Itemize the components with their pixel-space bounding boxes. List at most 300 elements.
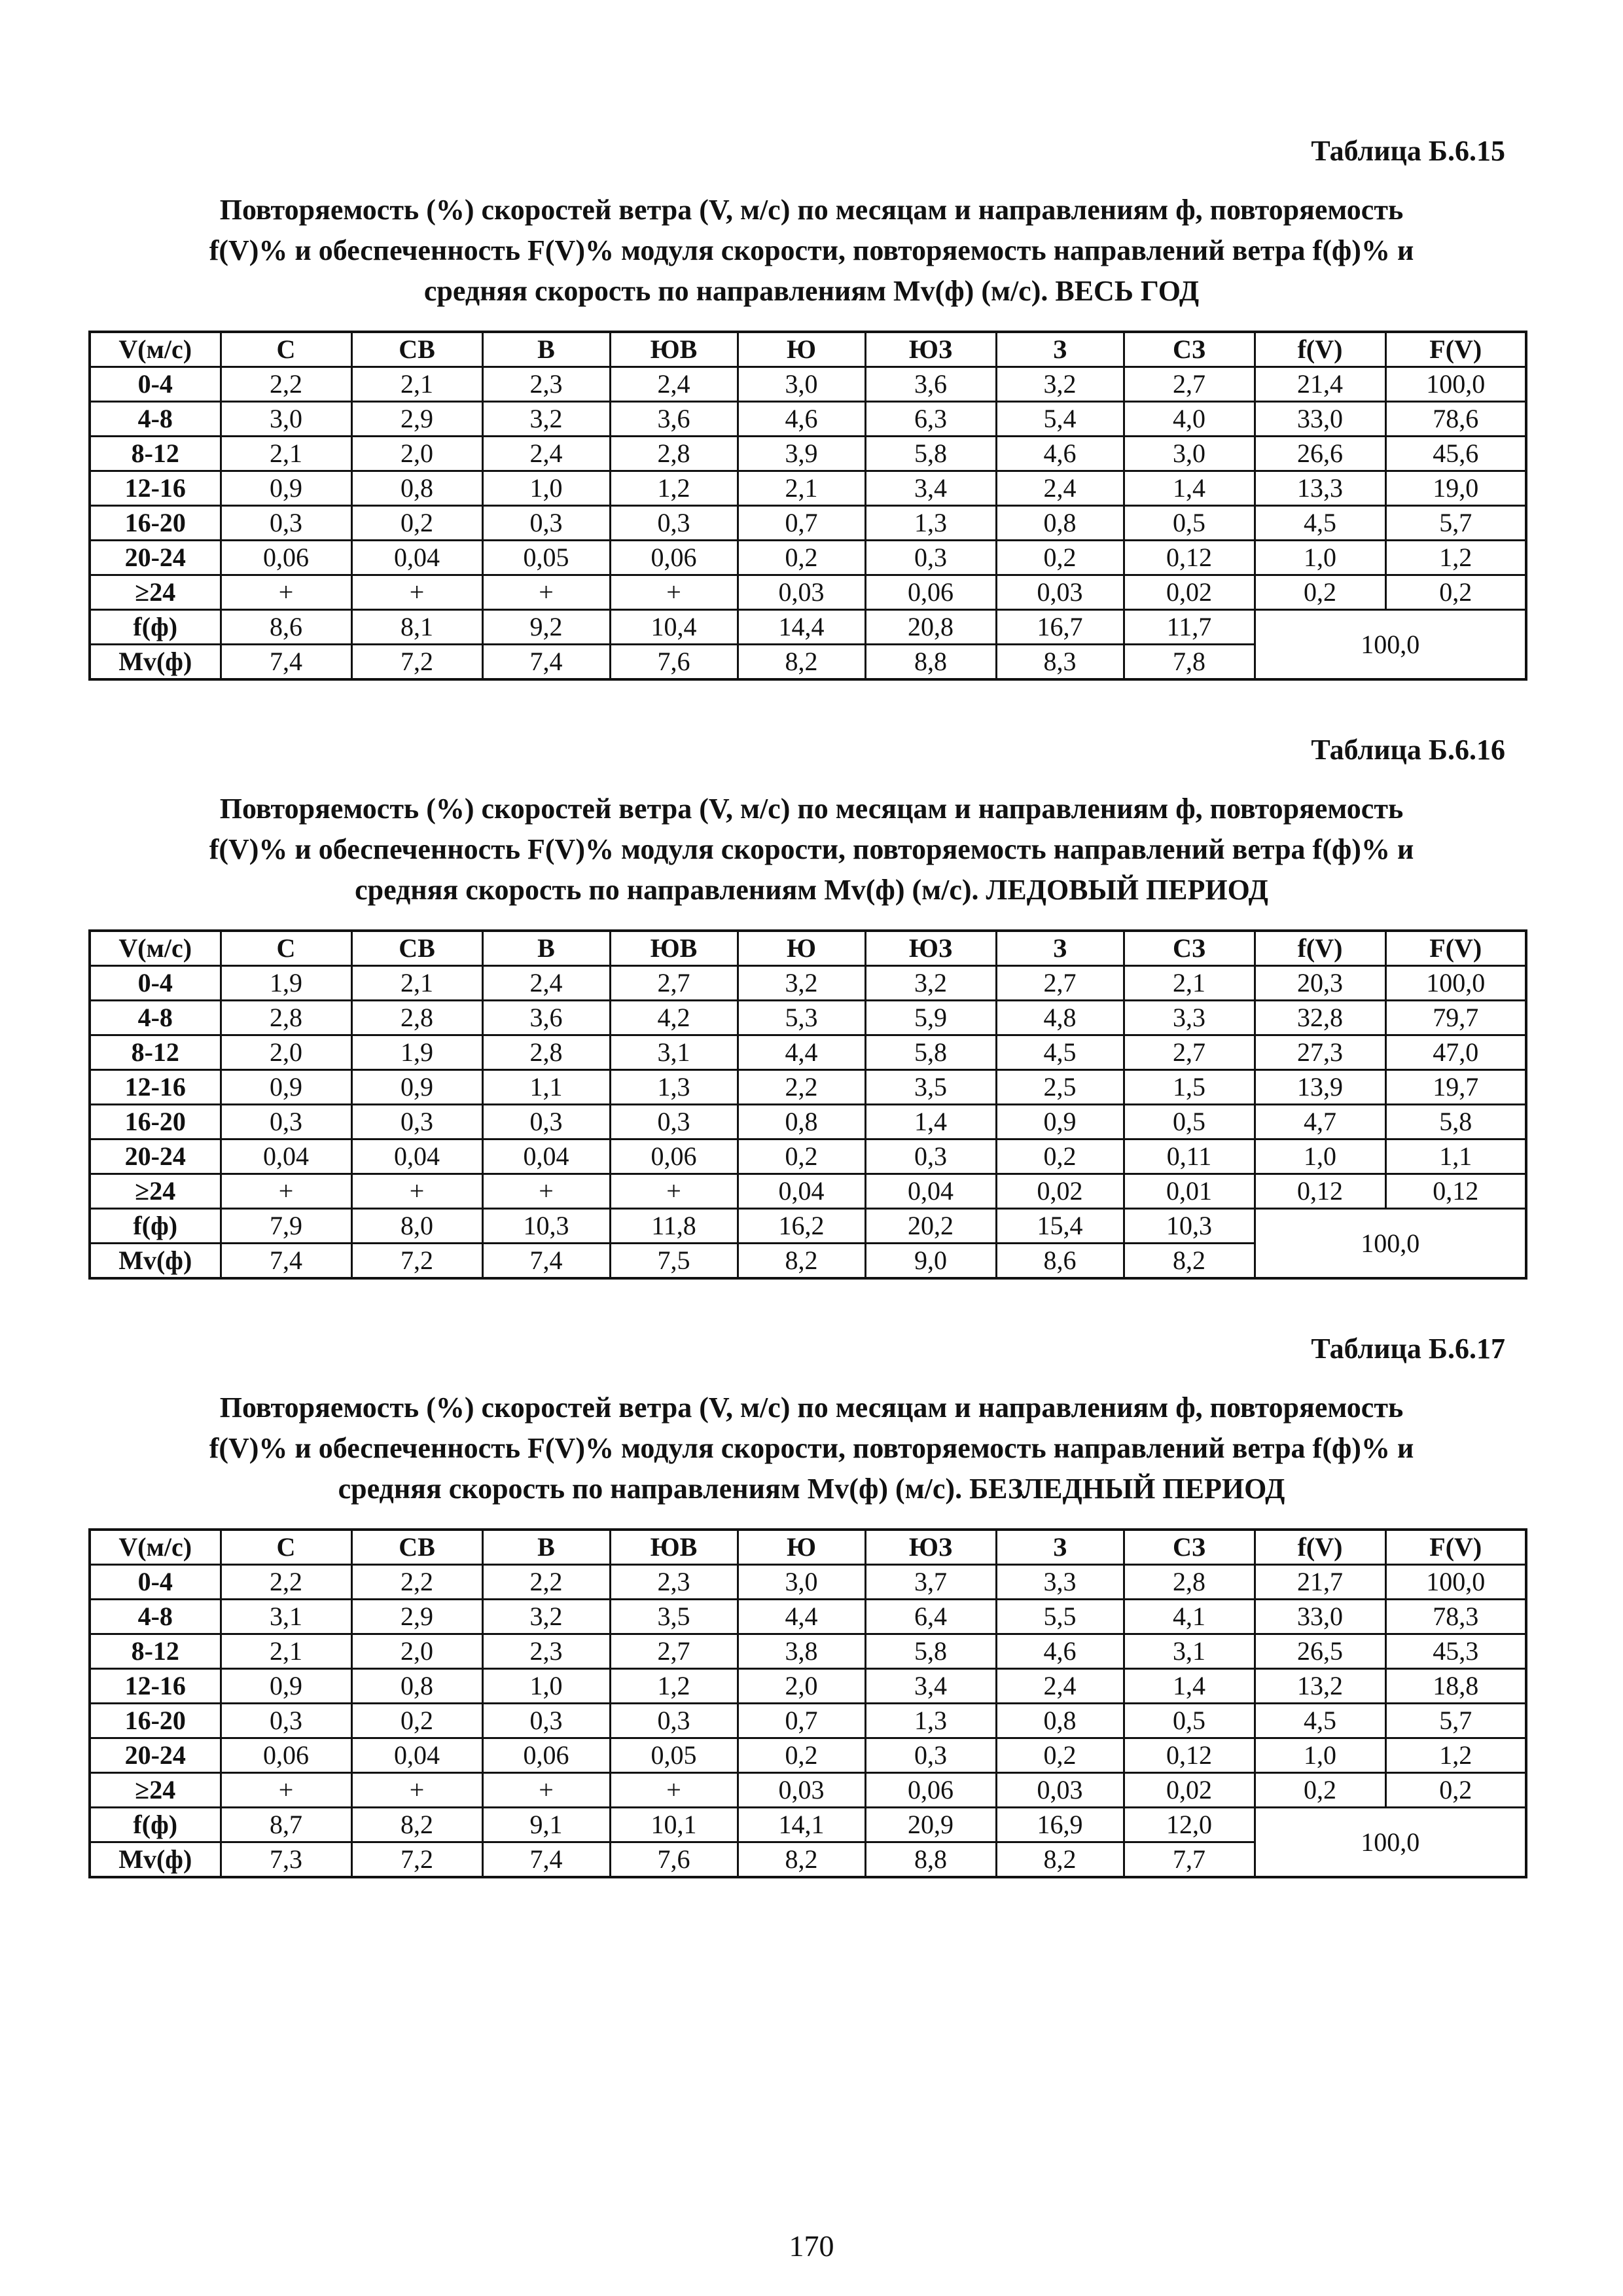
table-cell: 2,1 (351, 966, 482, 1001)
table-cell: 1,4 (1124, 1669, 1255, 1704)
table-cell: 4,5 (1255, 1704, 1385, 1738)
total-cell: 100,0 (1255, 610, 1526, 680)
table-cell: 0,3 (610, 1105, 738, 1139)
table-cell: 5,9 (865, 1001, 996, 1035)
row-header: Mv(ф) (90, 1244, 221, 1279)
table-cell: 16,2 (738, 1209, 865, 1244)
table-cell: 21,7 (1255, 1565, 1385, 1600)
header-row (90, 1530, 1526, 1565)
table-cell: 7,4 (482, 1244, 610, 1279)
table-cell: + (482, 1773, 610, 1808)
table-cell: 79,7 (1385, 1001, 1526, 1035)
table-cell: 13,3 (1255, 471, 1385, 506)
table-cell: 0,03 (738, 1773, 865, 1808)
column-header: V(м/с) (90, 1530, 221, 1565)
table-row (90, 1174, 1526, 1209)
column-header: СВ (351, 332, 482, 367)
table-cell: 20,8 (865, 610, 996, 645)
column-header: В (482, 931, 610, 966)
table-cell: 0,12 (1124, 541, 1255, 575)
column-header: V(м/с) (90, 931, 221, 966)
table-cell: 0,2 (1255, 575, 1385, 610)
heading-line: Повторяемость (%) скоростей ветра (V, м/с) по месяцам и направлениям ф, повторяемость (219, 1391, 1404, 1424)
table-cell: 0,2 (1385, 1773, 1526, 1808)
table-cell: + (610, 575, 738, 610)
table-cell: 2,8 (610, 437, 738, 471)
table-cell: 1,3 (610, 1070, 738, 1105)
table-cell: 20,3 (1255, 966, 1385, 1001)
table-cell: 1,2 (1385, 541, 1526, 575)
table-cell: 0,2 (996, 1139, 1124, 1174)
table-cell: 3,0 (738, 367, 865, 402)
table-cell: 0,05 (610, 1738, 738, 1773)
table-cell: + (351, 1174, 482, 1209)
table-row (90, 1738, 1526, 1773)
table-cell: 0,02 (1124, 1773, 1255, 1808)
column-header: С (221, 332, 351, 367)
table-cell: 0,3 (351, 1105, 482, 1139)
table-cell: 2,9 (351, 402, 482, 437)
table-cell: 10,4 (610, 610, 738, 645)
table-cell: 7,2 (351, 1842, 482, 1878)
table-cell: 0,8 (351, 1669, 482, 1704)
table-cell: 2,7 (1124, 367, 1255, 402)
table-cell: 8,2 (738, 1244, 865, 1279)
table-cell: 0,8 (351, 471, 482, 506)
table-cell: 3,6 (865, 367, 996, 402)
table-cell: 3,2 (865, 966, 996, 1001)
table-cell: 2,0 (351, 437, 482, 471)
table-row (90, 1704, 1526, 1738)
table-cell: 3,5 (865, 1070, 996, 1105)
column-header: f(V) (1255, 1530, 1385, 1565)
table-cell: 0,3 (610, 506, 738, 541)
column-header: СЗ (1124, 931, 1255, 966)
row-header: 20-24 (90, 1139, 221, 1174)
table-cell: 19,7 (1385, 1070, 1526, 1105)
table-cell: 0,2 (351, 506, 482, 541)
column-header: СВ (351, 931, 482, 966)
table-cell: 21,4 (1255, 367, 1385, 402)
column-header: Ю (738, 931, 865, 966)
table-cell: 2,0 (221, 1035, 351, 1070)
column-header: С (221, 931, 351, 966)
table-row (90, 367, 1526, 402)
table-cell: 4,4 (738, 1600, 865, 1634)
row-header: ≥24 (90, 575, 221, 610)
table-cell: 27,3 (1255, 1035, 1385, 1070)
table-cell: 3,2 (996, 367, 1124, 402)
table-cell: 0,06 (221, 1738, 351, 1773)
row-header: 12-16 (90, 1669, 221, 1704)
column-header: Ю (738, 1530, 865, 1565)
row-header: f(ф) (90, 1209, 221, 1244)
table-row (90, 471, 1526, 506)
table-cell: 3,1 (610, 1035, 738, 1070)
table-cell: 33,0 (1255, 1600, 1385, 1634)
row-header: 20-24 (90, 1738, 221, 1773)
table-cell: 8,8 (865, 645, 996, 680)
table-cell: + (351, 1773, 482, 1808)
column-header: С (221, 1530, 351, 1565)
wind-table (88, 929, 1527, 1280)
heading-line: средняя скорость по направлениям Mv(ф) (м/с). ВЕСЬ ГОД (423, 275, 1200, 307)
table-cell: 1,3 (865, 506, 996, 541)
table-cell: 100,0 (1385, 966, 1526, 1001)
table-cell: 8,0 (351, 1209, 482, 1244)
table-cell: 2,4 (610, 367, 738, 402)
column-header: СЗ (1124, 1530, 1255, 1565)
table-cell: 1,1 (482, 1070, 610, 1105)
table-cell: 2,8 (351, 1001, 482, 1035)
row-header: 20-24 (90, 541, 221, 575)
table-cell: 47,0 (1385, 1035, 1526, 1070)
table-cell: 0,3 (482, 1105, 610, 1139)
table-cell: 2,2 (221, 1565, 351, 1600)
table-cell: 1,4 (865, 1105, 996, 1139)
table-cell: 3,2 (482, 402, 610, 437)
table-cell: 26,5 (1255, 1634, 1385, 1669)
table-cell: + (351, 575, 482, 610)
row-header: 16-20 (90, 506, 221, 541)
table-cell: 8,2 (1124, 1244, 1255, 1279)
table-cell: 6,3 (865, 402, 996, 437)
row-header: 0-4 (90, 367, 221, 402)
table-cell: 8,2 (351, 1808, 482, 1842)
column-header: V(м/с) (90, 332, 221, 367)
table-cell: 8,7 (221, 1808, 351, 1842)
table-cell: 2,1 (221, 437, 351, 471)
table-cell: 3,7 (865, 1565, 996, 1600)
table-cell: 0,3 (221, 1704, 351, 1738)
table-heading (131, 190, 1492, 312)
table-cell: 7,5 (610, 1244, 738, 1279)
table-cell: 5,8 (1385, 1105, 1526, 1139)
table-cell: 5,8 (865, 1634, 996, 1669)
table-row (90, 1565, 1526, 1600)
table-cell: 2,3 (482, 367, 610, 402)
table-cell: 1,0 (1255, 1738, 1385, 1773)
table-cell: 33,0 (1255, 402, 1385, 437)
table-cell: 18,8 (1385, 1669, 1526, 1704)
table-row (90, 575, 1526, 610)
row-header: Mv(ф) (90, 1842, 221, 1878)
table-cell: 13,2 (1255, 1669, 1385, 1704)
table-cell: 0,2 (1255, 1773, 1385, 1808)
table-cell: + (221, 1773, 351, 1808)
table-cell: 0,8 (996, 506, 1124, 541)
table-cell: 0,3 (865, 541, 996, 575)
table-cell: 3,2 (738, 966, 865, 1001)
row-header: 16-20 (90, 1105, 221, 1139)
total-cell: 100,0 (1255, 1209, 1526, 1279)
table-cell: 0,04 (738, 1174, 865, 1209)
table-cell: 8,6 (996, 1244, 1124, 1279)
table-cell: 9,1 (482, 1808, 610, 1842)
table-cell: 3,4 (865, 1669, 996, 1704)
table-cell: 0,12 (1255, 1174, 1385, 1209)
table-cell: + (610, 1773, 738, 1808)
table-cell: 2,8 (1124, 1565, 1255, 1600)
row-header: 16-20 (90, 1704, 221, 1738)
table-cell: 32,8 (1255, 1001, 1385, 1035)
table-cell: 2,0 (351, 1634, 482, 1669)
heading-line: f(V)% и обеспеченность F(V)% модуля скорости, повторяемость направлений ветра f(ф)% и (209, 234, 1414, 266)
table-cell: 0,9 (221, 471, 351, 506)
table-row (90, 1600, 1526, 1634)
table-cell: 2,1 (351, 367, 482, 402)
table-cell: + (221, 575, 351, 610)
table-cell: 2,1 (1124, 966, 1255, 1001)
table-cell: 0,2 (738, 541, 865, 575)
column-header: F(V) (1385, 332, 1526, 367)
table-cell: 0,06 (482, 1738, 610, 1773)
table-cell: 4,2 (610, 1001, 738, 1035)
row-header: f(ф) (90, 610, 221, 645)
table-cell: 8,2 (738, 645, 865, 680)
table-cell: 4,7 (1255, 1105, 1385, 1139)
table-row (90, 1139, 1526, 1174)
column-header: СВ (351, 1530, 482, 1565)
table-cell: 0,3 (482, 506, 610, 541)
table-cell: 1,9 (351, 1035, 482, 1070)
column-header: ЮЗ (865, 931, 996, 966)
table-cell: 0,06 (610, 541, 738, 575)
table-cell: 3,0 (221, 402, 351, 437)
table-cell: 4,5 (1255, 506, 1385, 541)
table-cell: 0,3 (865, 1139, 996, 1174)
table-row (90, 1808, 1526, 1842)
column-header: ЮВ (610, 332, 738, 367)
heading-line: f(V)% и обеспеченность F(V)% модуля скорости, повторяемость направлений ветра f(ф)% и (209, 833, 1414, 865)
row-header: 12-16 (90, 1070, 221, 1105)
table-cell: 4,6 (738, 402, 865, 437)
table-cell: 0,3 (221, 1105, 351, 1139)
table-cell: 2,0 (738, 1669, 865, 1704)
table-cell: 5,7 (1385, 1704, 1526, 1738)
table-cell: 0,06 (610, 1139, 738, 1174)
table-cell: 2,7 (1124, 1035, 1255, 1070)
table-cell: 1,0 (482, 471, 610, 506)
header-row (90, 332, 1526, 367)
table-row (90, 1001, 1526, 1035)
table-row (90, 966, 1526, 1001)
row-header: f(ф) (90, 1808, 221, 1842)
column-header: f(V) (1255, 332, 1385, 367)
table-cell: 0,04 (482, 1139, 610, 1174)
column-header: ЮВ (610, 931, 738, 966)
table-cell: 10,3 (1124, 1209, 1255, 1244)
column-header: З (996, 1530, 1124, 1565)
table-cell: 100,0 (1385, 367, 1526, 402)
table-cell: 26,6 (1255, 437, 1385, 471)
table-cell: 0,5 (1124, 1105, 1255, 1139)
heading-line: средняя скорость по направлениям Mv(ф) (м/с). ЛЕДОВЫЙ ПЕРИОД (355, 874, 1268, 906)
table-cell: 8,1 (351, 610, 482, 645)
table-cell: 7,4 (221, 1244, 351, 1279)
table-cell: 3,5 (610, 1600, 738, 1634)
row-header: 4-8 (90, 1600, 221, 1634)
column-header: СЗ (1124, 332, 1255, 367)
table-heading (131, 1388, 1492, 1509)
table-cell: 0,3 (221, 506, 351, 541)
table-row (90, 1070, 1526, 1105)
heading-line: f(V)% и обеспеченность F(V)% модуля скорости, повторяемость направлений ветра f(ф)% и (209, 1432, 1414, 1464)
table-cell: 1,2 (1385, 1738, 1526, 1773)
table-cell: 8,2 (738, 1842, 865, 1878)
row-header: 8-12 (90, 1035, 221, 1070)
table-cell: 7,2 (351, 645, 482, 680)
table-cell: 0,02 (996, 1174, 1124, 1209)
table-cell: 1,3 (865, 1704, 996, 1738)
table-row (90, 437, 1526, 471)
table-cell: 0,9 (221, 1669, 351, 1704)
table-cell: 5,5 (996, 1600, 1124, 1634)
table-row (90, 1634, 1526, 1669)
table-cell: 3,9 (738, 437, 865, 471)
row-header: 12-16 (90, 471, 221, 506)
table-cell: 8,8 (865, 1842, 996, 1878)
table-cell: 45,6 (1385, 437, 1526, 471)
table-cell: + (482, 575, 610, 610)
table-cell: 2,2 (482, 1565, 610, 1600)
table-cell: 0,12 (1385, 1174, 1526, 1209)
table-cell: 0,5 (1124, 506, 1255, 541)
table-cell: 6,4 (865, 1600, 996, 1634)
table-cell: 7,4 (482, 1842, 610, 1878)
table-cell: 10,1 (610, 1808, 738, 1842)
row-header: 0-4 (90, 966, 221, 1001)
table-cell: 3,3 (996, 1565, 1124, 1600)
table-cell: 3,6 (610, 402, 738, 437)
table-cell: 0,3 (482, 1704, 610, 1738)
table-cell: 2,4 (482, 966, 610, 1001)
column-header: ЮЗ (865, 1530, 996, 1565)
table-cell: 0,8 (996, 1704, 1124, 1738)
table-cell: 7,3 (221, 1842, 351, 1878)
table-cell: 3,8 (738, 1634, 865, 1669)
table-cell: 14,1 (738, 1808, 865, 1842)
table-cell: 2,4 (996, 471, 1124, 506)
table-cell: 2,7 (996, 966, 1124, 1001)
heading-line: средняя скорость по направлениям Mv(ф) (м/с). БЕЗЛЕДНЫЙ ПЕРИОД (338, 1473, 1285, 1505)
table-cell: 3,1 (1124, 1634, 1255, 1669)
column-header: F(V) (1385, 1530, 1526, 1565)
table-cell: 1,5 (1124, 1070, 1255, 1105)
column-header: В (482, 1530, 610, 1565)
table-cell: 11,8 (610, 1209, 738, 1244)
table-cell: 3,2 (482, 1600, 610, 1634)
table-cell: 10,3 (482, 1209, 610, 1244)
table-cell: 5,3 (738, 1001, 865, 1035)
table-cell: 7,6 (610, 1842, 738, 1878)
table-cell: 1,0 (482, 1669, 610, 1704)
table-cell: 15,4 (996, 1209, 1124, 1244)
table-cell: 4,4 (738, 1035, 865, 1070)
column-header: В (482, 332, 610, 367)
table-cell: 0,04 (221, 1139, 351, 1174)
wind-table (88, 331, 1527, 681)
table-cell: 0,9 (996, 1105, 1124, 1139)
column-header: Ю (738, 332, 865, 367)
table-row (90, 1209, 1526, 1244)
table-cell: 7,4 (221, 645, 351, 680)
table-cell: 0,9 (351, 1070, 482, 1105)
table-cell: 4,5 (996, 1035, 1124, 1070)
table-cell: 2,2 (738, 1070, 865, 1105)
row-header: 8-12 (90, 437, 221, 471)
table-cell: 12,0 (1124, 1808, 1255, 1842)
table-cell: 2,4 (996, 1669, 1124, 1704)
table-cell: 0,04 (865, 1174, 996, 1209)
table-cell: 8,3 (996, 645, 1124, 680)
table-cell: 0,9 (221, 1070, 351, 1105)
table-cell: 3,3 (1124, 1001, 1255, 1035)
table-cell: 3,0 (738, 1565, 865, 1600)
table-cell: 0,06 (865, 575, 996, 610)
page-number: 170 (789, 2229, 834, 2263)
table-cell: 9,2 (482, 610, 610, 645)
table-cell: 7,7 (1124, 1842, 1255, 1878)
table-cell: 4,8 (996, 1001, 1124, 1035)
table-cell: 100,0 (1385, 1565, 1526, 1600)
table-cell: 0,3 (865, 1738, 996, 1773)
table-cell: 0,04 (351, 1738, 482, 1773)
table-cell: 3,1 (221, 1600, 351, 1634)
table-cell: 2,7 (610, 1634, 738, 1669)
table-cell: 7,6 (610, 645, 738, 680)
table-cell: 2,1 (738, 471, 865, 506)
row-header: 8-12 (90, 1634, 221, 1669)
table-label: Таблица Б.6.17 (1311, 1333, 1505, 1365)
table-row (90, 1105, 1526, 1139)
table-cell: 5,8 (865, 1035, 996, 1070)
column-header: f(V) (1255, 931, 1385, 966)
table-cell: 3,0 (1124, 437, 1255, 471)
table-cell: 0,2 (1385, 575, 1526, 610)
table-cell: 2,3 (610, 1565, 738, 1600)
table-cell: 2,4 (482, 437, 610, 471)
table-cell: 0,01 (1124, 1174, 1255, 1209)
table-cell: 9,0 (865, 1244, 996, 1279)
heading-line: Повторяемость (%) скоростей ветра (V, м/с) по месяцам и направлениям ф, повторяемость (219, 793, 1404, 825)
table-cell: 16,9 (996, 1808, 1124, 1842)
table-cell: 0,7 (738, 506, 865, 541)
table-cell: 0,2 (738, 1738, 865, 1773)
table-cell: 5,8 (865, 437, 996, 471)
table-cell: 16,7 (996, 610, 1124, 645)
row-header: 0-4 (90, 1565, 221, 1600)
table-cell: 8,6 (221, 610, 351, 645)
table-cell: 1,0 (1255, 541, 1385, 575)
table-cell: 5,4 (996, 402, 1124, 437)
table-label: Таблица Б.6.15 (1311, 135, 1505, 167)
table-cell: 7,8 (1124, 645, 1255, 680)
table-row (90, 1035, 1526, 1070)
table-row (90, 541, 1526, 575)
table-cell: 4,0 (1124, 402, 1255, 437)
table-cell: 2,5 (996, 1070, 1124, 1105)
table-cell: 0,05 (482, 541, 610, 575)
table-cell: 3,4 (865, 471, 996, 506)
total-cell: 100,0 (1255, 1808, 1526, 1878)
table-cell: 19,0 (1385, 471, 1526, 506)
table-cell: + (482, 1174, 610, 1209)
heading-line: Повторяемость (%) скоростей ветра (V, м/с) по месяцам и направлениям ф, повторяемость (219, 194, 1404, 226)
table-cell: 0,8 (738, 1105, 865, 1139)
table-row (90, 610, 1526, 645)
table-row (90, 402, 1526, 437)
